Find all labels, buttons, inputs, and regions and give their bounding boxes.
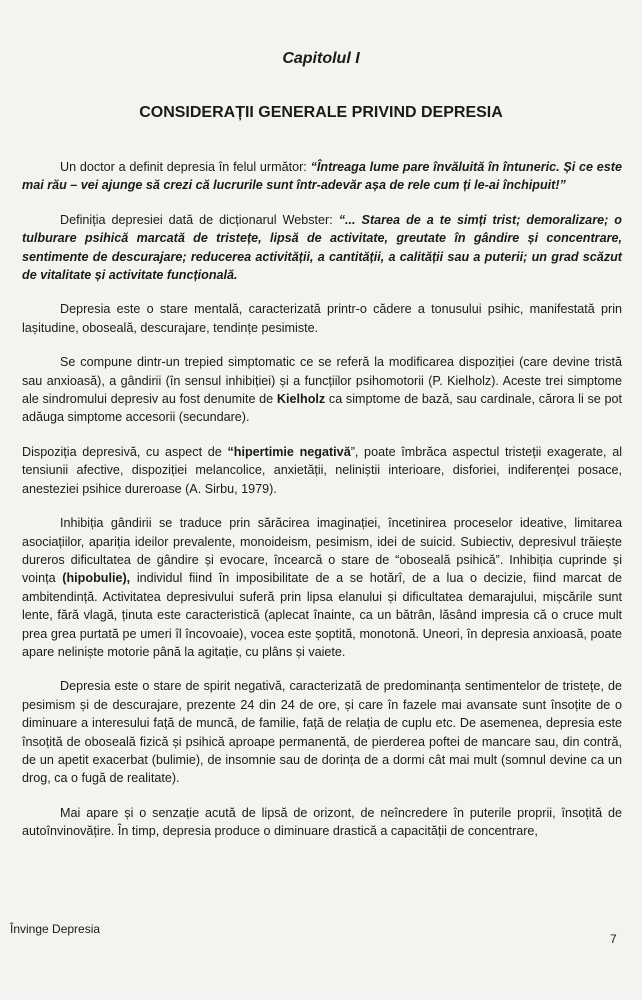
page-number: 7 [610,932,617,946]
paragraph-2-quote: “... Starea de a te simți trist; demoralizare; o tulburare psihică marcată de tristețe, lipsă de activitate, greutate în gândire și concentrare, sentimente de descurajare; reducerea activității, a cantității, a calității sau a puterii; un grad scăzut de vitalitate și activitate funcțională. [22,212,622,283]
paragraph-8: Mai apare și o senzație acută de lipsă de orizont, de neîncredere în puterile proprii, însoțită de autoînvinovățire. În timp, depresia produce o diminuare drastică a capacității de concentrare, [22,805,622,839]
paragraph-1-quote: “Întreaga lume pare învăluită în întuneric. Și ce este mai rău – vei ajunge să crezi că lucrurile sunt într-adevăr așa de rele cum ți le-ai închipuit!” [22,160,622,193]
paragraph-7: Depresia este o stare de spirit negativă, caracterizată de predominanța sentimentelor de tristețe, de pesimism și de descurajare, prezente 24 din 24 de ore, și care în fazele mai avansate sunt însoțite de o diminuare a interesului față de muncă, de familie, față de relația de cuplu etc. De asemenea, depresia este însoțită de oboseală fizică și psihică aproape permanentă, de pierderea poftei de mancare sau, din contră, de un apetit exacerbat (bulimie), de insomnie sau de dorința de a dormi cât mai mult (somnul devine ca un drog, ca o fugă de realitate). [22,679,622,786]
paragraph-4-text: Se compune dintr-un trepied simptomatic ce se referă la modificarea dispoziției (care devine tristă sau anxioasă), a gândirii (în sensul inhibiției) și a funcțiilor psihomotorii (P. Kielholz). Aceste trei simptome ale sindromului depresiv au fost denumite de [22,355,622,407]
paragraph-4-bold: Kielholz [276,392,326,407]
paragraph-4-rest: ca simptome de bază, sau cardinale, cărora li se pot adăuga simptome accesorii (secundare). [22,392,622,425]
chapter-heading: Capitolul I [282,50,360,67]
paragraph-3: Depresia este o stare mentală, caracterizată printr-o cădere a tonusului psihic, manifestată prin lașitudine, oboseală, descurajare, tendințe pesimiste. [22,302,622,335]
paragraph-6-rest: individul fiind în imposibilitate de a se hotărî, de a lua o decizie, fiind marcat de ambitendință. Activitatea depresivului suferă prin lipsa elanului și dificultatea demarajului, mișcările sunt lente, fără vlagă, ținuta este caracteristică (aplecat înainte, ca un bătrân, lăsând impresia că o cruce mult prea grea purtată pe umeri îl încovoaie), vocea este șoptită, monotonă. Uneori, în depresia anxioasă, poate apare neliniște motorie până la agitație, cu plâns și vaiete. [22,571,623,659]
paragraph-6 [22,514,622,661]
paragraph-5 [22,443,622,498]
paragraph-6-bold: (hipobulie), [62,571,131,586]
page-title: CONSIDERAȚII GENERALE PRIVIND DEPRESIA [139,104,503,121]
paragraph-5-text: Dispoziția depresivă, cu aspect de [22,444,228,459]
paragraph-1 [22,158,622,195]
body-text [22,158,622,841]
footer-book-title: Învinge Depresia [10,922,101,936]
paragraph-2-intro: Definiția depresiei dată de dicționarul Webster: [60,212,339,227]
paragraph-5-bold: “hipertimie negativă [227,444,351,459]
paragraph-1-intro: Un doctor a definit depresia în felul următor: [60,160,311,174]
paragraph-5-rest: ”, poate îmbrăca aspectul tristeții exagerate, al tensiunii afective, dispoziției melancolice, anxietății, neliniștii interioare, disforiei, indiferenței posace, anesteziei psihice dureroase (A. Sirbu, 1979). [22,444,623,496]
paragraph-4 [22,353,622,427]
paragraph-2 [22,211,622,285]
paragraph-6-text: Inhibiția gândirii se traduce prin sărăcirea imaginației, încetinirea proceselor ideative, limitarea asociațiilor, apariția ideilor prevalente, monoideism, pesimism, idei de suicid. Subiectiv, depresivul trăiește dureros dificultatea de gândire și evocare, încearcă o stare de “oboseală psihică”. Inhibiția cuprinde și voința [22,516,622,586]
